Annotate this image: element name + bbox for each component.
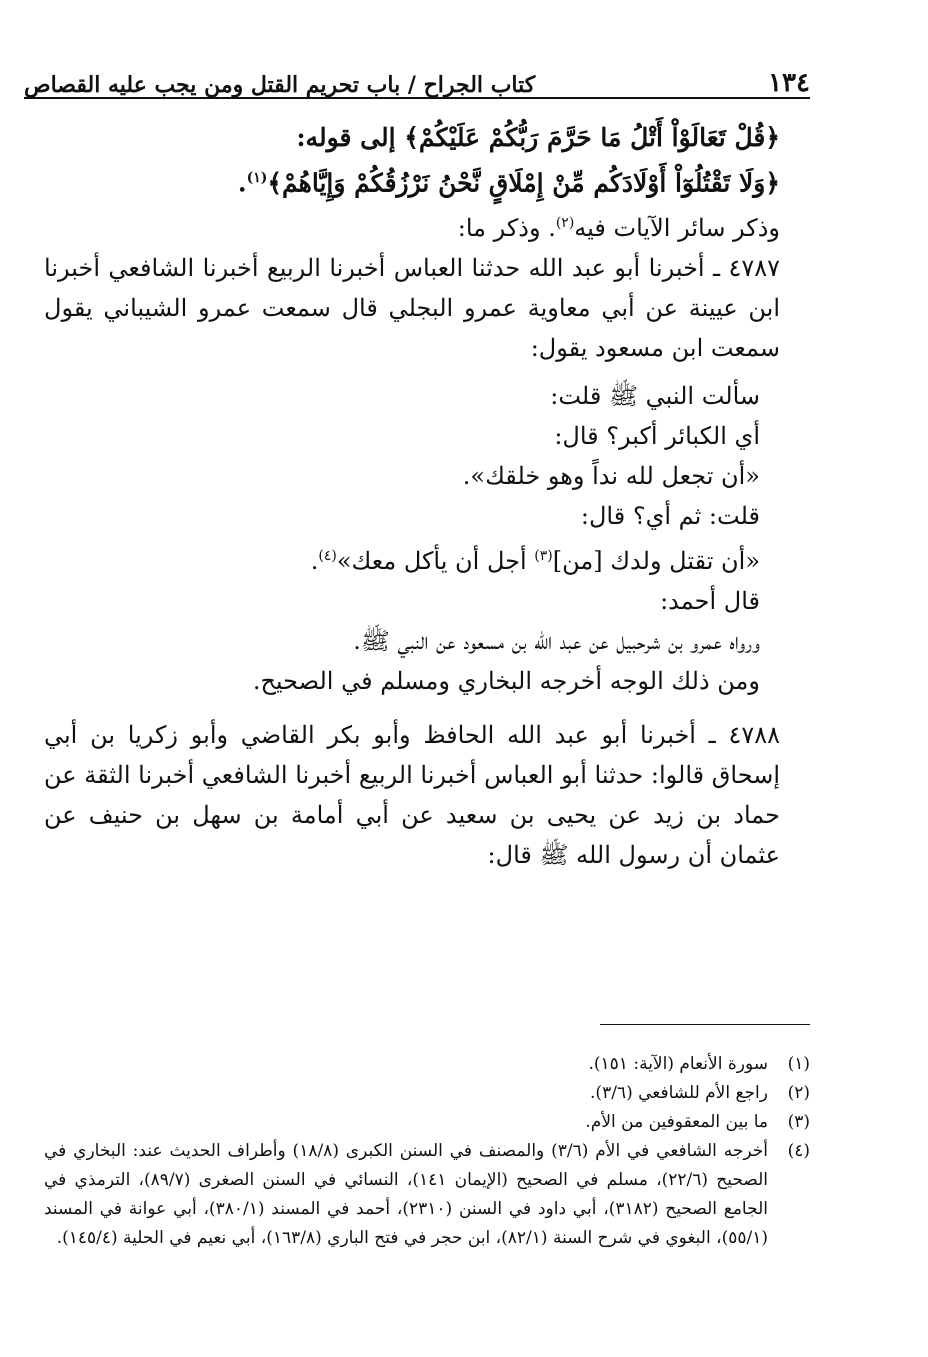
footnote-3: [44, 1108, 810, 1137]
running-title: كتاب الجراح / باب تحريم القتل ومن يجب عليه القصاص: [24, 72, 536, 98]
question-2: أي الكبائر أكبر؟ قال:: [554, 422, 760, 451]
answer-2-end: .: [310, 547, 319, 576]
hadith-4788: ٤٧٨٨ ـ أخبرنا أبو عبد الله الحافظ وأبو بكر القاضي وأبو زكريا بن أبي إسحاق قالوا: حدثنا أبو العباس أخبرنا الربيع أخبرنا الشافعي أخبرنا الثقة عن حماد بن زيد عن يحيى بن سعيد عن أبي أمامة بن سهل بن حنيف عن عثمان أن رسول الله ﷺ قال:: [44, 721, 780, 870]
wajh-line: ومن ذلك الوجه أخرجه البخاري ومسلم في الصحيح.: [252, 667, 760, 696]
dhikr-line: [44, 203, 810, 248]
footnote-ref-4: (٤): [318, 548, 337, 565]
ahmad-line: قال أحمد:: [660, 587, 760, 616]
footnote-1: [44, 1050, 810, 1079]
page-header: [24, 58, 810, 98]
footnote-number: (٣): [787, 1112, 810, 1132]
question-3: قلت: ثم أي؟ قال:: [580, 502, 760, 531]
dhikr-end: . وذكر ما:: [457, 214, 556, 243]
page-number: ١٣٤: [768, 68, 810, 98]
footnote-ref-1: (١): [246, 170, 268, 186]
footnote-4: [44, 1137, 810, 1253]
header-rule: [24, 97, 810, 99]
verse-line-1: ﴿قُلْ تَعَالَوْاْ أَتْلُ مَا حَرَّمَ رَبُّكُمْ عَلَيْكُمْ﴾ إلى قوله:: [296, 123, 780, 152]
riwaya-line: ورواه عمرو بن شرحبيل عن عبد الله بن مسعود عن النبي ﷺ.: [353, 627, 760, 656]
question-1: سألت النبي ﷺ قلت:: [550, 382, 760, 411]
verse-end-2: .: [237, 168, 247, 198]
answer-2-mid: أجل أن يأكل معك»: [336, 547, 535, 576]
answer-1: «أن تجعل لله نداً وهو خلقك».: [462, 462, 760, 491]
footnotes: [44, 1050, 810, 1253]
answer-2: [44, 536, 810, 581]
verse-line-2: [44, 158, 810, 203]
footnote-number: (١): [787, 1054, 810, 1074]
main-text: [44, 118, 810, 875]
footnote-ref-3: (٣): [534, 548, 553, 565]
dhikr-text: وذكر سائر الآيات فيه: [574, 214, 780, 243]
verse-text-2: ﴿وَلَا تَقْتُلُوٓاْ أَوْلَادَكُم مِّنْ إِمْلَاقٍ نَّحْنُ نَرْزُقُكُمْ وَإِيَّاهُمْ﴾: [267, 168, 780, 198]
footnote-text: ما بين المعقوفين من الأم.: [585, 1112, 768, 1132]
footnote-2: [44, 1079, 810, 1108]
footnote-text: أخرجه الشافعي في الأم (٣/٦) والمصنف في السنن الكبرى (١٨/٨) وأطراف الحديث عند: البخاري في الصحيح (٢٢/٦)، مسلم في الصحيح (الإيمان ١٤١)، النسائي في السنن الصغرى (٨٩/٧)، الترمذي في الجامع الصحيح (٣١٨٢)، أبي داود في السنن (٢٣١٠)، أحمد في المسند (٣٨٠/١)، أبي عوانة في المسند (٥٥/١)، البغوي في شرح السنة (٨٢/١)، ابن حجر في فتح الباري (١٦٣/٨)، أبي نعيم في الحلية (١٤٥/٤).: [44, 1141, 768, 1248]
hadith-4787: ٤٧٨٧ ـ أخبرنا أبو عبد الله حدثنا العباس أخبرنا الربيع أخبرنا الشافعي أخبرنا ابن عيينة عن أبي معاوية عمرو البجلي قال سمعت عمرو الشيباني يقول سمعت ابن مسعود يقول:: [44, 254, 780, 363]
answer-2-start: «أن تقتل ولدك [من]: [552, 547, 760, 576]
footnote-ref-2: (٢): [555, 215, 575, 232]
footnote-separator: [600, 1024, 810, 1025]
footnote-number: (٢): [787, 1083, 810, 1103]
footnote-text: سورة الأنعام (الآية: ١٥١).: [588, 1054, 768, 1074]
footnote-number: (٤): [787, 1141, 810, 1161]
footnote-text: راجع الأم للشافعي (٣/٦).: [590, 1083, 768, 1103]
